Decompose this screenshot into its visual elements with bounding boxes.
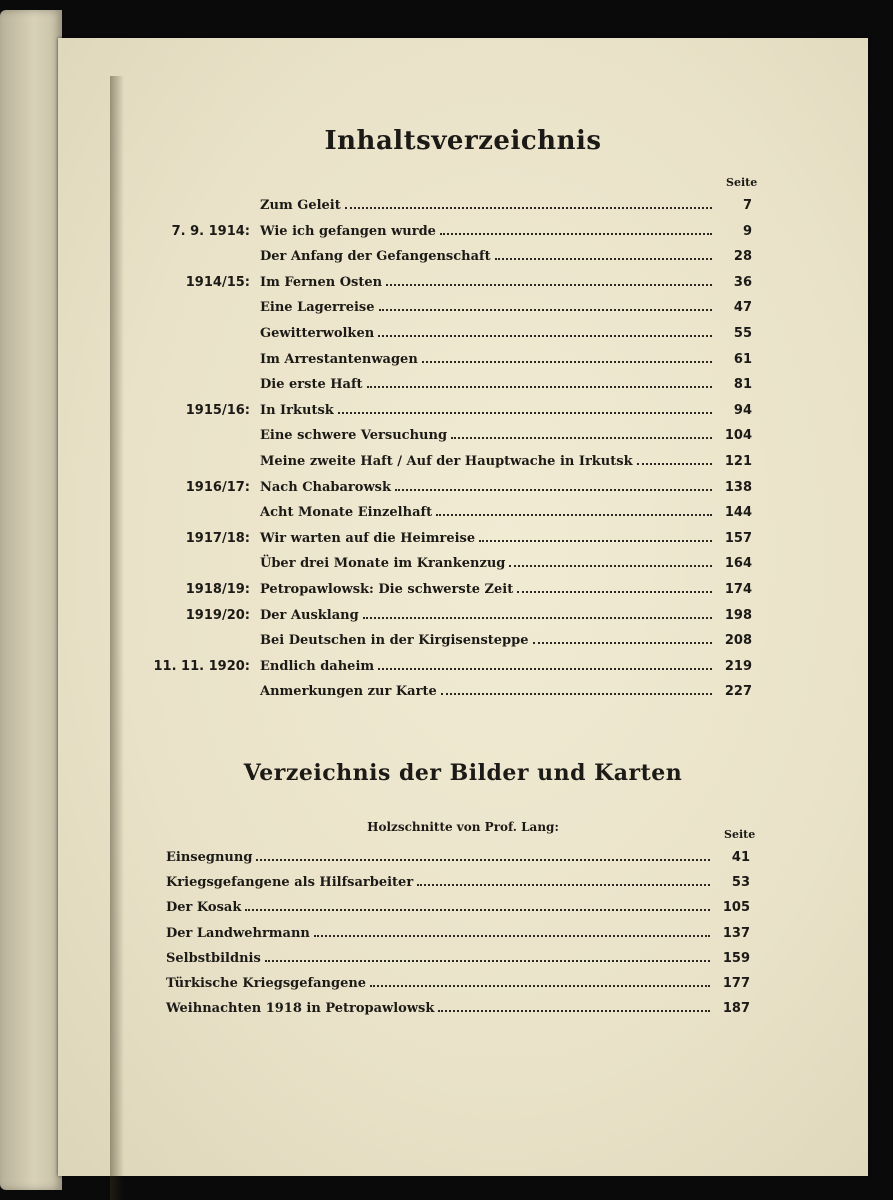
toc-row [58, 324, 868, 344]
dot-leader [451, 437, 712, 439]
dot-leader [386, 284, 712, 286]
toc-row [58, 247, 868, 267]
dot-leader [345, 207, 712, 209]
entry-title: Wie ich gefangen wurde [260, 223, 436, 239]
entry-line [166, 949, 750, 969]
entry-line [260, 426, 752, 446]
toc-page-column-label: Seite [726, 176, 758, 189]
toc-row [58, 401, 868, 421]
entry-title: Bei Deutschen in der Kirgisensteppe [260, 633, 529, 649]
entry-line [260, 222, 752, 242]
entry-page-number: 198 [724, 607, 752, 623]
entry-line [260, 657, 752, 677]
illustrations-row [58, 873, 868, 893]
toc-row [58, 529, 868, 549]
entry-line [260, 324, 752, 344]
toc-row [58, 682, 868, 702]
dot-leader [417, 884, 710, 886]
entry-title: Im Fernen Osten [260, 274, 383, 290]
dot-leader [440, 233, 712, 235]
entry-title: Petropawlowsk: Die schwerste Zeit [260, 582, 514, 597]
dot-leader [256, 859, 710, 861]
illustrations-row [58, 924, 868, 944]
entry-page-number: 55 [733, 326, 752, 341]
entry-title: Türkische Kriegsgefangene [166, 976, 367, 991]
entry-line [260, 196, 752, 216]
entry-page-number: 9 [742, 223, 752, 239]
entry-page-number: 94 [733, 402, 752, 418]
entry-page-number: 36 [733, 274, 752, 290]
entry-title: Kriegsgefangene als Hilfsarbeiter [166, 875, 414, 891]
entry-title: Die erste Haft [260, 377, 363, 393]
toc-row [58, 222, 868, 242]
entry-line [166, 873, 750, 893]
entry-page-number: 208 [724, 633, 752, 649]
entry-page-number: 227 [724, 684, 752, 700]
entry-title: Einsegnung [166, 850, 253, 865]
toc-row [58, 503, 868, 523]
dot-leader [370, 985, 710, 987]
entry-page-number: 7 [742, 198, 752, 213]
toc-row [58, 426, 868, 446]
entry-title: Zum Geleit [260, 198, 341, 213]
entry-title: Meine zweite Haft / Auf der Hauptwache in Irkutsk [260, 454, 633, 469]
entry-title: Endlich daheim [260, 658, 375, 674]
entry-page-number: 47 [733, 300, 752, 316]
illustrations-row [58, 848, 868, 868]
dot-leader [637, 463, 712, 465]
entry-title: Über drei Monate im Krankenzug [260, 556, 506, 572]
entry-line [260, 247, 752, 267]
illustrations-row [58, 999, 868, 1019]
entry-line [260, 273, 752, 293]
entry-title: In Irkutsk [260, 402, 334, 418]
entry-page-number: 81 [733, 377, 752, 393]
entry-title: Acht Monate Einzelhaft [260, 505, 433, 521]
entry-page-number: 177 [722, 976, 750, 991]
illustrations-page-column-label: Seite [724, 828, 756, 841]
entry-page-number: 219 [724, 658, 752, 674]
toc-row [58, 554, 868, 574]
entry-page-number: 187 [722, 1001, 750, 1017]
entry-page-number: 105 [722, 900, 750, 916]
entry-title: Gewitterwolken [260, 326, 375, 341]
entry-line [166, 924, 750, 944]
entry-date: 11. 11. 1920: [153, 658, 250, 674]
dot-leader [495, 258, 712, 260]
dot-leader [314, 935, 710, 937]
entry-title: Eine Lagerreise [260, 300, 375, 316]
toc-row [58, 580, 868, 600]
entry-line [260, 503, 752, 523]
entry-page-number: 53 [731, 875, 750, 891]
dot-leader [509, 565, 712, 567]
toc-row [58, 478, 868, 498]
entry-page-number: 137 [722, 925, 750, 941]
entry-date: 1916/17: [185, 479, 250, 495]
illustrations-row [58, 898, 868, 918]
dot-leader [441, 693, 712, 695]
toc-row [58, 452, 868, 472]
entry-title: Nach Chabarowsk [260, 479, 391, 495]
entry-line [260, 631, 752, 651]
entry-line [166, 999, 750, 1019]
entry-page-number: 28 [733, 249, 752, 265]
toc-row [58, 196, 868, 216]
dot-leader [367, 386, 712, 388]
entry-page-number: 157 [724, 530, 752, 546]
toc-row [58, 298, 868, 318]
entry-title: Wir warten auf die Heimreise [260, 530, 476, 546]
entry-date: 1914/15: [185, 274, 250, 290]
entry-date: 1915/16: [185, 402, 250, 418]
book-binding [0, 10, 62, 1190]
entry-title: Der Anfang der Gefangenschaft [260, 249, 491, 265]
entry-line [260, 401, 752, 421]
dot-leader [245, 909, 710, 911]
entry-line [260, 478, 752, 498]
toc-row [58, 375, 868, 395]
entry-page-number: 61 [733, 351, 752, 367]
book-page [58, 38, 868, 1176]
entry-title: Anmerkungen zur Karte [260, 684, 437, 700]
dot-leader [533, 642, 712, 644]
toc-row [58, 273, 868, 293]
entry-title: Im Arrestantenwagen [260, 351, 418, 367]
toc-row [58, 350, 868, 370]
entry-line [260, 554, 752, 574]
entry-page-number: 104 [724, 428, 752, 444]
dot-leader [436, 514, 712, 516]
entry-line [260, 529, 752, 549]
entry-title: Der Landwehrmann [166, 925, 310, 941]
toc-title: Inhaltsverzeichnis [324, 126, 602, 156]
entry-date: 1919/20: [185, 607, 250, 623]
entry-page-number: 159 [722, 950, 750, 966]
dot-leader [479, 540, 712, 542]
dot-leader [378, 335, 712, 337]
toc-row [58, 657, 868, 677]
dot-leader [438, 1010, 710, 1012]
entry-date: 7. 9. 1914: [171, 223, 250, 239]
illustrations-subheading: Holzschnitte von Prof. Lang: [367, 820, 559, 834]
dot-leader [363, 617, 712, 619]
entry-line [260, 682, 752, 702]
entry-page-number: 174 [724, 582, 752, 597]
entry-line [166, 848, 750, 868]
entry-line [166, 898, 750, 918]
entry-line [260, 580, 752, 600]
entry-page-number: 41 [731, 850, 750, 865]
entry-line [260, 452, 752, 472]
dot-leader [517, 591, 712, 593]
dot-leader [422, 361, 712, 363]
entry-title: Der Kosak [166, 900, 242, 916]
illustrations-row [58, 974, 868, 994]
entry-line [260, 350, 752, 370]
entry-line [260, 298, 752, 318]
entry-line [260, 606, 752, 626]
toc-row [58, 631, 868, 651]
illustrations-title: Verzeichnis der Bilder und Karten [243, 760, 683, 786]
dot-leader [338, 412, 712, 414]
entry-page-number: 144 [724, 505, 752, 521]
illustrations-row [58, 949, 868, 969]
entry-title: Selbstbildnis [166, 950, 261, 966]
entry-title: Weihnachten 1918 in Petropawlowsk [166, 1001, 435, 1017]
dot-leader [378, 668, 712, 670]
entry-page-number: 121 [724, 454, 752, 469]
entry-line [260, 375, 752, 395]
entry-page-number: 164 [724, 556, 752, 572]
toc-row [58, 606, 868, 626]
entry-title: Der Ausklang [260, 607, 359, 623]
dot-leader [395, 489, 712, 491]
entry-page-number: 138 [724, 479, 752, 495]
entry-title: Eine schwere Versuchung [260, 428, 448, 444]
entry-line [166, 974, 750, 994]
entry-date: 1918/19: [185, 582, 250, 597]
dot-leader [379, 309, 712, 311]
dot-leader [265, 960, 710, 962]
entry-date: 1917/18: [185, 530, 250, 546]
